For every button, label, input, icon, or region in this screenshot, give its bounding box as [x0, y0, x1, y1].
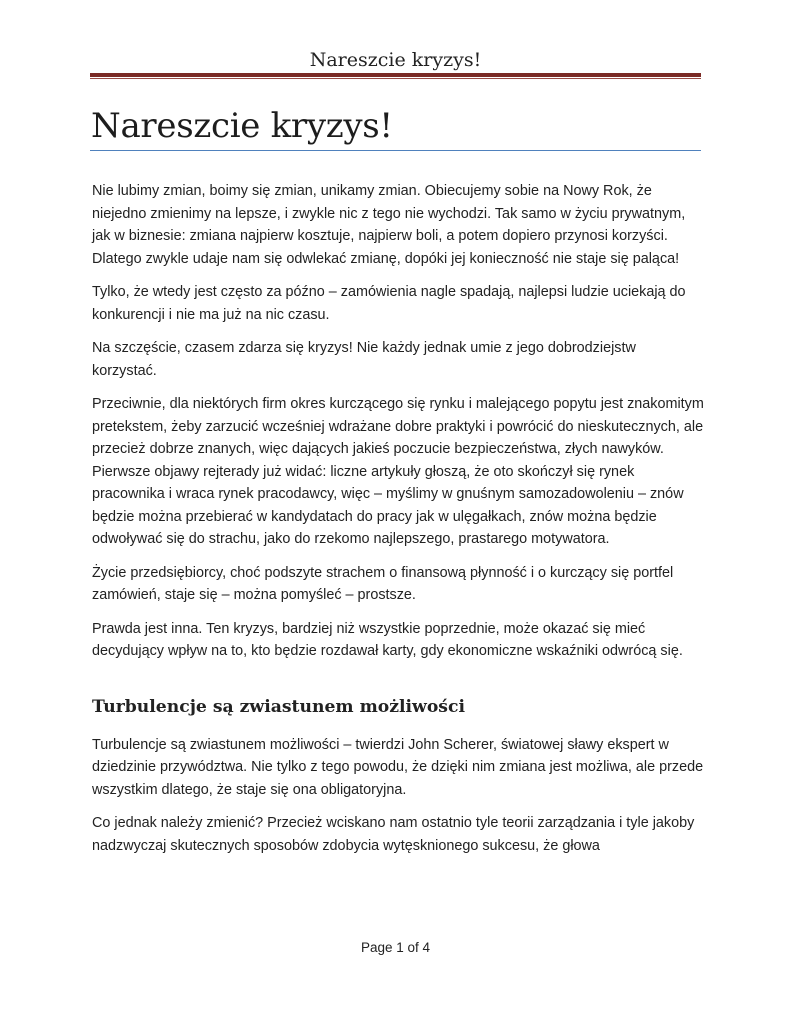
header-rule-thin	[90, 78, 701, 79]
paragraph: Co jednak należy zmienić? Przecież wciskano nam ostatnio tyle teorii zarządzania i tyle jakoby nadzwyczaj skutecznych sposobów zdobycia wytęsknionego sukcesu, że głowa	[92, 815, 695, 854]
document-body	[92, 180, 704, 868]
page-number: Page 1 of 4	[360, 940, 431, 955]
section-heading: Turbulencje są zwiastunem możliwości	[92, 696, 465, 717]
paragraph: Na szczęście, czasem zdarza się kryzys! Nie każdy jednak umie z jego dobrodziejstw korzystać.	[92, 340, 636, 379]
paragraph: Turbulencje są zwiastunem możliwości – twierdzi John Scherer, światowej sławy ekspert w dziedzinie przywództwa. Nie tylko z tego powodu, że dzięki nim zmiana jest możliwa, ale przede wszystkim dlatego, że staje się ona obligatoryjna.	[92, 736, 704, 798]
paragraph: Prawda jest inna. Ten kryzys, bardziej niż wszystkie poprzednie, może okazać się mieć decydujący wpływ na to, kto będzie rozdawał karty, gdy ekonomiczne wskaźniki odwrócą się.	[92, 620, 683, 659]
paragraph: Przeciwnie, dla niektórych firm okres kurczącego się rynku i malejącego popytu jest znakomitym pretekstem, żeby zarzucić wcześniej wdrażane dobre praktyki i powrócić do nieskutecznych, ale przecież dobrze znanych, więc dających jakieś poczucie bezpieczeństwa, złych nawyków. Pierwsze objawy rejterady już widać: liczne artykuły głoszą, że oto skończył się rynek pracownika i wraca rynek pracodawcy, więc – myślimy w gnuśnym samozadowoleniu – znów będzie można przebierać w kandydatach do pracy jak w ulęgałkach, znów można będzie odwoływać się do strachu, jako do rzekomo najlepszego, prastarego motywatora.	[92, 396, 704, 547]
title-underline	[90, 150, 701, 151]
header-rule	[90, 73, 701, 77]
paragraph: Nie lubimy zmian, boimy się zmian, unikamy zmian. Obiecujemy sobie na Nowy Rok, że niejedno zmienimy na lepsze, i zwykle nic z tego nie wychodzi. Tak samo w życiu prywatnym, jak w biznesie: zmiana najpierw kosztuje, najpierw boli, a potem dopiero przynosi korzyści. Dlatego zwykle udaje nam się odwlekać zmianę, dopóki jej konieczność nie staje się paląca!	[92, 183, 686, 267]
document-title: Nareszcie kryzys!	[91, 106, 393, 146]
running-header: Nareszcie kryzys!	[309, 49, 482, 71]
paragraph: Życie przedsiębiorcy, choć podszyte strachem o finansową płynność i o kurczący się portfel zamówień, staje się – można pomyśleć – prostsze.	[92, 564, 674, 603]
paragraph: Tylko, że wtedy jest często za późno – zamówienia nagle spadają, najlepsi ludzie uciekają do konkurencji i nie ma już na nic czasu.	[92, 284, 686, 323]
